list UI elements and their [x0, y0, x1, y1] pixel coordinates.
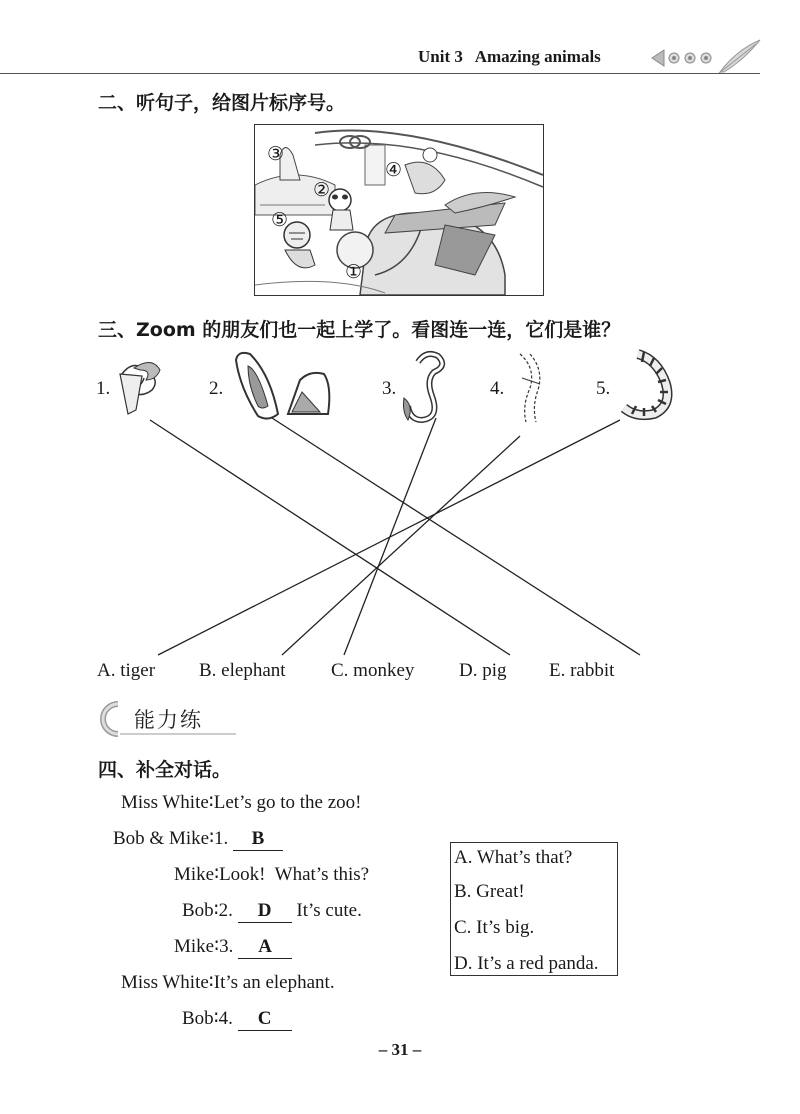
dialogue-line-4: Bob∶2. D It’s cute. — [182, 900, 362, 921]
option-box-c: C. It’s big. — [454, 917, 535, 938]
speaker: Mike — [174, 936, 215, 957]
picture-number-5: ⑤ — [271, 210, 289, 231]
match-line-4-b — [282, 436, 520, 655]
match-line-5-a — [158, 420, 620, 655]
option-rabbit: E. rabbit — [549, 660, 615, 681]
section3-heading: 三、Zoom 的朋友们也一起上学了。看图连一连，它们是谁？ — [98, 319, 621, 341]
speaker: Miss White — [121, 792, 209, 813]
dialogue-line-7: Bob∶4. C — [182, 1007, 292, 1031]
option-tiger: A. tiger — [97, 660, 156, 681]
item-number-1: 1. — [96, 378, 111, 399]
answer-blank-2: D — [238, 900, 292, 923]
speaker: Mike — [174, 864, 215, 885]
page-number: – 31 – — [378, 1040, 422, 1059]
section4-heading: 四、补全对话。 — [98, 759, 232, 781]
question-number: 3. — [219, 936, 234, 957]
option-monkey: C. monkey — [331, 660, 415, 681]
skill-banner-label: 能力练 — [134, 708, 203, 732]
unit-label: Unit 3 — [418, 47, 463, 66]
speaker: Miss White — [121, 972, 209, 993]
dialogue-line-2: Bob & Mike∶1. B — [113, 827, 283, 851]
option-pig: D. pig — [459, 660, 507, 681]
option-box-b: B. Great! — [454, 881, 525, 902]
unit-title: Amazing animals — [474, 47, 601, 66]
item-number-4: 4. — [490, 378, 505, 399]
option-elephant: B. elephant — [199, 660, 286, 681]
answer-blank-3: A — [238, 936, 292, 959]
speaker: Bob — [182, 900, 214, 921]
question-number: 4. — [218, 1008, 233, 1029]
item-number-3: 3. — [382, 378, 397, 399]
picture-number-3: ③ — [267, 144, 285, 165]
item-number-2: 2. — [209, 378, 224, 399]
answer-blank-4: C — [238, 1008, 292, 1031]
item-number-5: 5. — [596, 378, 611, 399]
speaker: Bob — [182, 1008, 214, 1029]
speaker: Bob & Mike — [113, 828, 210, 849]
dialogue-line-1: Miss White∶Let’s go to the zoo! — [121, 792, 362, 813]
picture-number-4: ④ — [385, 160, 403, 181]
answer-blank-1: B — [233, 828, 283, 851]
dialogue-line-5: Mike∶3. A — [174, 935, 292, 959]
question-number: 1. — [214, 828, 229, 849]
option-box-a: A. What’s that? — [454, 847, 573, 868]
line-text: It’s an elephant. — [213, 972, 335, 993]
dialogue-line-3: Mike∶Look! What’s this? — [174, 864, 370, 885]
dialogue-line-6: Miss White∶It’s an elephant. — [121, 972, 335, 993]
picture-number-2: ② — [313, 180, 331, 201]
line-text: It’s cute. — [296, 900, 362, 921]
line-text: Look! What’s this? — [219, 864, 370, 885]
option-box-d: D. It’s a red panda. — [454, 953, 599, 974]
question-number: 2. — [218, 900, 233, 921]
line-text: Let’s go to the zoo! — [213, 792, 362, 813]
picture-number-1: ① — [345, 262, 363, 283]
option-box — [450, 842, 618, 976]
section2-heading: 二、听句子，给图片标序号。 — [98, 92, 346, 114]
